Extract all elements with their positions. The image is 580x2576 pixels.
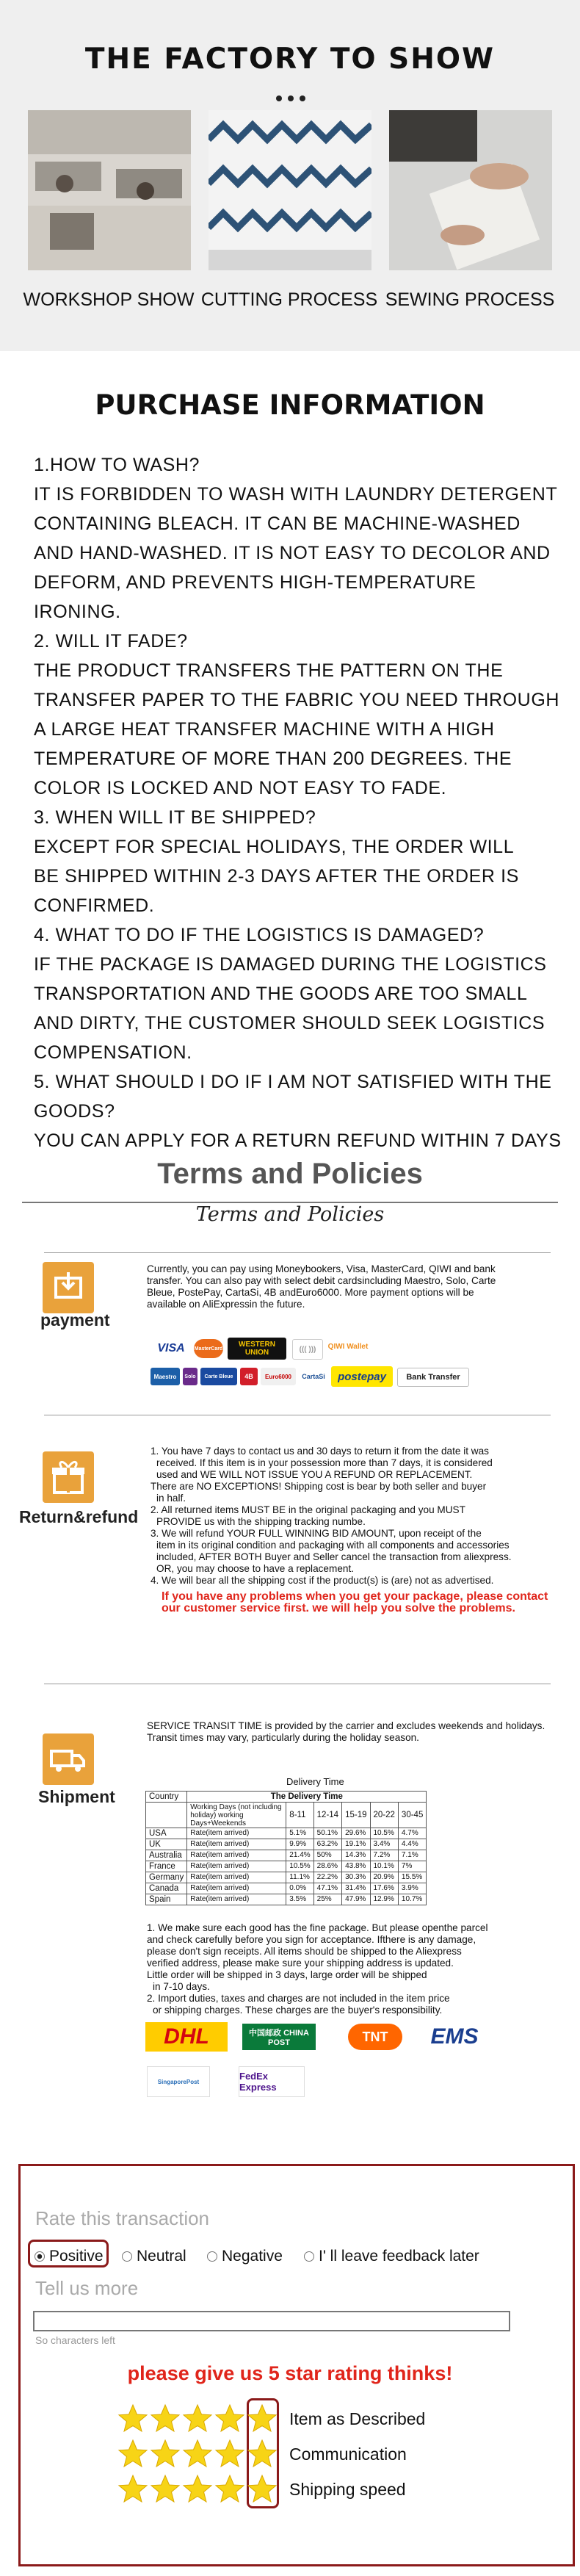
bank-transfer-badge: Bank Transfer bbox=[397, 1368, 469, 1387]
shipment-note-line: or shipping charges. These charges are the buyer's responsibility. bbox=[153, 2005, 443, 2016]
rate-value-cell: 29.6% bbox=[342, 1828, 370, 1839]
caption-workshop: WORKSHOP SHOW bbox=[23, 289, 195, 310]
return-policy-line: in half. bbox=[156, 1493, 186, 1504]
shipment-note-line: 2. Import duties, taxes and charges are not included in the item price bbox=[147, 1993, 450, 2004]
rate-value-cell: 4.7% bbox=[398, 1828, 426, 1839]
section-divider bbox=[44, 1252, 551, 1253]
rate-value-cell: 20.9% bbox=[370, 1872, 398, 1883]
star-icon[interactable] bbox=[182, 2425, 214, 2437]
rate-value-cell: 47.9% bbox=[342, 1894, 370, 1905]
singapore-post-logo: SingaporePost bbox=[147, 2066, 210, 2097]
range-cell: 20-22 bbox=[370, 1803, 398, 1828]
rate-label-cell: Rate(item arrived) bbox=[187, 1828, 286, 1839]
factory-title: THE FACTORY TO SHOW bbox=[84, 43, 496, 76]
purchase-line: BE SHIPPED WITHIN 2-3 DAYS AFTER THE ORDER IS bbox=[34, 866, 519, 887]
rate-value-cell: 11.1% bbox=[286, 1872, 313, 1883]
rate-value-cell: 47.1% bbox=[313, 1883, 341, 1894]
purchase-line: 5. WHAT SHOULD I DO IF I AM NOT SATISFIED WITH THE bbox=[34, 1072, 552, 1092]
purchase-line: COMPENSATION. bbox=[34, 1042, 192, 1063]
rate-value-cell: 15.5% bbox=[398, 1872, 426, 1883]
return-notice: If you have any problems when you get your package, please contact our customer service first. we will help you solve the problems. bbox=[162, 1590, 548, 1614]
ems-logo: EMS bbox=[430, 2024, 479, 2049]
country-cell: Spain bbox=[146, 1894, 187, 1905]
radio-positive[interactable] bbox=[35, 2248, 104, 2265]
star-icon[interactable] bbox=[182, 2495, 214, 2508]
return-policy-line: item in its original condition and packaging with all components and accessories bbox=[156, 1540, 510, 1551]
western-union-badge: WESTERN UNION bbox=[228, 1338, 286, 1360]
purchase-line: 1.HOW TO WASH? bbox=[34, 455, 200, 475]
shipment-note-line: verified address, please make sure your shipping address is updated. bbox=[147, 1958, 454, 1969]
fedex-logo: FedEx Express bbox=[239, 2066, 305, 2097]
purchase-line: COLOR IS LOCKED AND NOT EASY TO FADE. bbox=[34, 778, 447, 798]
contactless-badge: ((( ))) bbox=[292, 1339, 323, 1360]
purchase-line: CONTAINING BLEACH. IT CAN BE MACHINE-WASHED bbox=[34, 513, 521, 534]
country-cell: Australia bbox=[146, 1850, 187, 1861]
country-cell: France bbox=[146, 1861, 187, 1872]
purchase-title: PURCHASE INFORMATION bbox=[95, 389, 485, 421]
radio-later[interactable] bbox=[304, 2248, 479, 2265]
rate-value-cell: 19.1% bbox=[342, 1839, 370, 1850]
rate-value-cell: 3.4% bbox=[370, 1839, 398, 1850]
country-cell: USA bbox=[146, 1828, 187, 1839]
tell-us-more-heading: Tell us more bbox=[35, 2277, 139, 2299]
country-cell: Germany bbox=[146, 1872, 187, 1883]
rate-value-cell: 43.8% bbox=[342, 1861, 370, 1872]
radio-positive-label: Positive bbox=[49, 2248, 104, 2265]
shipping-speed-stars[interactable] bbox=[117, 2474, 279, 2508]
rate-value-cell: 7.1% bbox=[398, 1850, 426, 1861]
rate-value-cell: 63.2% bbox=[313, 1839, 341, 1850]
range-cell: 8-11 bbox=[286, 1803, 313, 1828]
euro6000-badge: Euro6000 bbox=[261, 1368, 296, 1385]
purchase-line: IF THE PACKAGE IS DAMAGED DURING THE LOGISTICS bbox=[34, 954, 547, 975]
purchase-line: THE PRODUCT TRANSFERS THE PATTERN ON THE bbox=[34, 660, 504, 681]
rate-value-cell: 22.2% bbox=[313, 1872, 341, 1883]
criterion-communication: Communication bbox=[289, 2445, 407, 2464]
rate-label-cell: Rate(item arrived) bbox=[187, 1839, 286, 1850]
star-icon[interactable] bbox=[117, 2425, 150, 2437]
shipment-note-line: in 7-10 days. bbox=[153, 1981, 210, 1992]
rate-value-cell: 12.9% bbox=[370, 1894, 398, 1905]
star-icon[interactable] bbox=[214, 2495, 247, 2508]
delivery-time-table bbox=[145, 1791, 427, 1905]
star-icon[interactable] bbox=[150, 2460, 182, 2472]
rate-value-cell: 17.6% bbox=[370, 1883, 398, 1894]
shipment-note-line: 1. We make sure each good has the fine package. But please openthe parcel bbox=[147, 1922, 488, 1933]
return-policy-line: There are NO EXCEPTIONS! Shipping cost is bear by both seller and buyer bbox=[151, 1481, 487, 1492]
country-cell: UK bbox=[146, 1839, 187, 1850]
caption-sewing: SEWING PROCESS bbox=[385, 289, 555, 310]
return-policy-text bbox=[151, 1446, 562, 1587]
range-cell: 15-19 bbox=[342, 1803, 370, 1828]
rate-value-cell: 4.4% bbox=[398, 1839, 426, 1850]
rate-value-cell: 10.7% bbox=[398, 1894, 426, 1905]
return-policy-line: included, AFTER BOTH Buyer and Seller cancel the transaction from aliexpress. bbox=[156, 1551, 512, 1562]
shipment-note-line: and check carefully before you sign for acceptance. Ifthere is any damage, bbox=[147, 1934, 476, 1945]
range-cell: 30-45 bbox=[398, 1803, 426, 1828]
shipment-note-line: please don't sign receipts. All items should be shipped to the Aliexpress bbox=[147, 1946, 462, 1957]
characters-left: So characters left bbox=[35, 2334, 115, 2346]
rate-label-cell: Rate(item arrived) bbox=[187, 1872, 286, 1883]
rate-label-cell: Rate(item arrived) bbox=[187, 1894, 286, 1905]
return-policy-line: used and WE WILL NOT ISSUE YOU A REFUND OR REPLACEMENT. bbox=[156, 1469, 473, 1480]
shipment-intro: SERVICE TRANSIT TIME is provided by the carrier and excludes weekends and holidays. Transit times may vary, particularly during the holiday season. bbox=[147, 1720, 545, 1743]
purchase-line: EXCEPT FOR SPECIAL HOLIDAYS, THE ORDER WILL bbox=[34, 837, 515, 857]
tnt-logo: TNT bbox=[348, 2024, 402, 2050]
table-row bbox=[146, 1872, 427, 1883]
rate-value-cell: 9.9% bbox=[286, 1839, 313, 1850]
table-header-title: The Delivery Time bbox=[187, 1792, 427, 1803]
star-icon[interactable] bbox=[247, 2460, 279, 2472]
rate-value-cell: 31.4% bbox=[342, 1883, 370, 1894]
star-icon[interactable] bbox=[150, 2425, 182, 2437]
return-policy-line: OR, you may choose to have a replacement. bbox=[156, 1563, 354, 1574]
table-row bbox=[146, 1861, 427, 1872]
rate-label-cell: Rate(item arrived) bbox=[187, 1883, 286, 1894]
rate-value-cell: 0.0% bbox=[286, 1883, 313, 1894]
return-policy-line: PROVIDE us with the shipping tracking numbe. bbox=[156, 1516, 366, 1527]
shipment-label: Shipment bbox=[38, 1787, 115, 1806]
factory-section bbox=[0, 0, 580, 351]
caption-cutting: CUTTING PROCESS bbox=[200, 289, 378, 310]
return-policy-line: 4. We will bear all the shipping cost if the product(s) is (are) not as advertised. bbox=[151, 1575, 494, 1586]
star-icon[interactable] bbox=[247, 2425, 279, 2437]
terms-script-title: Terms and Policies bbox=[195, 1203, 385, 1226]
rate-value-cell: 7% bbox=[398, 1861, 426, 1872]
shipment-note-line: Little order will be shipped in 3 days, large order will be shipped bbox=[147, 1969, 427, 1980]
shipment-notes bbox=[147, 1922, 558, 2016]
star-icon[interactable] bbox=[214, 2460, 247, 2472]
purchase-line: TRANSPORTATION AND THE GOODS ARE TOO SMALL bbox=[34, 984, 528, 1004]
dhl-logo: DHL bbox=[145, 2022, 228, 2052]
title-dots bbox=[273, 92, 308, 105]
radio-neutral-label: Neutral bbox=[137, 2248, 186, 2265]
purchase-line: TRANSFER PAPER TO THE FABRIC YOU NEED THROUGH bbox=[34, 690, 560, 710]
rate-value-cell: 50% bbox=[313, 1850, 341, 1861]
rate-value-cell: 30.3% bbox=[342, 1872, 370, 1883]
item-described-stars[interactable] bbox=[117, 2403, 279, 2438]
radio-negative-label: Negative bbox=[222, 2248, 283, 2265]
postepay-badge: postepay bbox=[331, 1366, 393, 1387]
purchase-line: DEFORM, AND PREVENTS HIGH-TEMPERATURE IRONING. bbox=[34, 572, 476, 622]
sewing-photo bbox=[389, 110, 552, 270]
rate-value-cell: 50.1% bbox=[313, 1828, 341, 1839]
carte-bleue-badge: Carte Bleue bbox=[200, 1368, 237, 1385]
rate-value-cell: 10.5% bbox=[370, 1828, 398, 1839]
rate-value-cell: 10.5% bbox=[286, 1861, 313, 1872]
purchase-line: 3. WHEN WILL IT BE SHIPPED? bbox=[34, 807, 316, 828]
radio-later-label: I' ll leave feedback later bbox=[319, 2248, 479, 2265]
star-icon[interactable] bbox=[182, 2460, 214, 2472]
star-icon[interactable] bbox=[214, 2425, 247, 2437]
purchase-line: A LARGE HEAT TRANSFER MACHINE WITH A HIGH bbox=[34, 719, 495, 740]
rate-label-cell: Rate(item arrived) bbox=[187, 1861, 286, 1872]
return-gift-icon bbox=[43, 1451, 94, 1503]
shipment-truck-icon bbox=[43, 1733, 94, 1785]
4b-badge: 4B bbox=[240, 1368, 258, 1385]
purchase-line: TEMPERATURE OF MORE THAN 200 DEGREES. THE bbox=[34, 748, 512, 769]
country-cell: Canada bbox=[146, 1883, 187, 1894]
table-header-country: Country bbox=[146, 1792, 187, 1803]
criterion-shipping-speed: Shipping speed bbox=[289, 2480, 406, 2499]
table-header-days: Working Days (not including holiday) working Days+Weekends bbox=[187, 1803, 286, 1828]
purchase-line: GOODS? bbox=[34, 1101, 115, 1122]
return-policy-line: received. If this item is in your possession more than 7 days, it is considered bbox=[156, 1457, 493, 1468]
communication-stars[interactable] bbox=[117, 2439, 279, 2473]
rate-value-cell: 7.2% bbox=[370, 1850, 398, 1861]
table-row bbox=[146, 1850, 427, 1861]
purchase-line: 4. WHAT TO DO IF THE LOGISTICS IS DAMAGED? bbox=[34, 925, 485, 945]
purchase-line: IT IS FORBIDDEN TO WASH WITH LAUNDRY DETERGENT bbox=[34, 484, 558, 505]
rate-label-cell: Rate(item arrived) bbox=[187, 1850, 286, 1861]
radio-negative[interactable] bbox=[207, 2248, 283, 2265]
maestro-badge: Maestro bbox=[151, 1368, 180, 1385]
table-row bbox=[146, 1839, 427, 1850]
rate-value-cell: 28.6% bbox=[313, 1861, 341, 1872]
rating-request: please give us 5 star rating thinks! bbox=[127, 2362, 453, 2384]
radio-neutral[interactable] bbox=[122, 2248, 186, 2265]
purchase-line: 2. WILL IT FADE? bbox=[34, 631, 188, 652]
delivery-time-caption: Delivery Time bbox=[286, 1776, 344, 1787]
rate-value-cell: 3.5% bbox=[286, 1894, 313, 1905]
table-row bbox=[146, 1894, 427, 1905]
purchase-body bbox=[34, 450, 562, 1155]
workshop-photo bbox=[28, 110, 191, 270]
qiwi-badge: QIWI Wallet bbox=[325, 1337, 371, 1356]
return-policy-line: 1. You have 7 days to contact us and 30 days to return it from the date it was bbox=[151, 1446, 489, 1457]
return-label: Return&refund bbox=[19, 1507, 139, 1526]
return-policy-line: 3. We will refund YOUR FULL WINNING BID AMOUNT, upon receipt of the bbox=[151, 1528, 482, 1539]
rate-value-cell: 14.3% bbox=[342, 1850, 370, 1861]
rate-value-cell: 21.4% bbox=[286, 1850, 313, 1861]
feedback-textbox[interactable] bbox=[33, 2311, 510, 2331]
cartasi-badge: CartaSi bbox=[299, 1368, 328, 1385]
star-icon[interactable] bbox=[247, 2495, 279, 2508]
return-policy-line: 2. All returned items MUST BE in the original packaging and you MUST bbox=[151, 1504, 465, 1515]
mastercard-badge: MasterCard bbox=[194, 1339, 223, 1358]
range-cell: 12-14 bbox=[313, 1803, 341, 1828]
star-icon[interactable] bbox=[150, 2495, 182, 2508]
rate-value-cell: 5.1% bbox=[286, 1828, 313, 1839]
star-icon[interactable] bbox=[117, 2495, 150, 2508]
visa-badge: VISA bbox=[151, 1339, 192, 1358]
payment-label: payment bbox=[40, 1310, 110, 1330]
table-row bbox=[146, 1828, 427, 1839]
purchase-line: AND DIRTY, THE CUSTOMER SHOULD SEEK LOGISTICS bbox=[34, 1013, 545, 1033]
rate-value-cell: 25% bbox=[313, 1894, 341, 1905]
rate-value-cell: 10.1% bbox=[370, 1861, 398, 1872]
china-post-logo: 中国邮政 CHINA POST bbox=[242, 2024, 316, 2050]
terms-title: Terms and Policies bbox=[157, 1158, 423, 1190]
purchase-line: AND HAND-WASHED. IT IS NOT EASY TO DECOLOR AND bbox=[34, 543, 551, 563]
rate-transaction-heading: Rate this transaction bbox=[35, 2207, 210, 2229]
solo-badge: Solo bbox=[183, 1368, 197, 1385]
purchase-line: YOU CAN APPLY FOR A RETURN REFUND WITHIN 7 DAYS bbox=[34, 1130, 562, 1151]
payment-text: Currently, you can pay using Moneybookers, Visa, MasterCard, QIWI and bank transfer. You can also pay with select debit cardsincluding Maestro, Solo, Carte Bleue, PostePay, CartaSi, 4B andEuro6000. More payment options will be available on AliExpressin the future. bbox=[147, 1263, 496, 1310]
cutting-photo bbox=[209, 110, 371, 270]
purchase-line: CONFIRMED. bbox=[34, 895, 155, 916]
rate-value-cell: 3.9% bbox=[398, 1883, 426, 1894]
payment-icon bbox=[43, 1262, 94, 1313]
table-row bbox=[146, 1883, 427, 1894]
criterion-item-described: Item as Described bbox=[289, 2409, 426, 2428]
star-icon[interactable] bbox=[117, 2460, 150, 2472]
